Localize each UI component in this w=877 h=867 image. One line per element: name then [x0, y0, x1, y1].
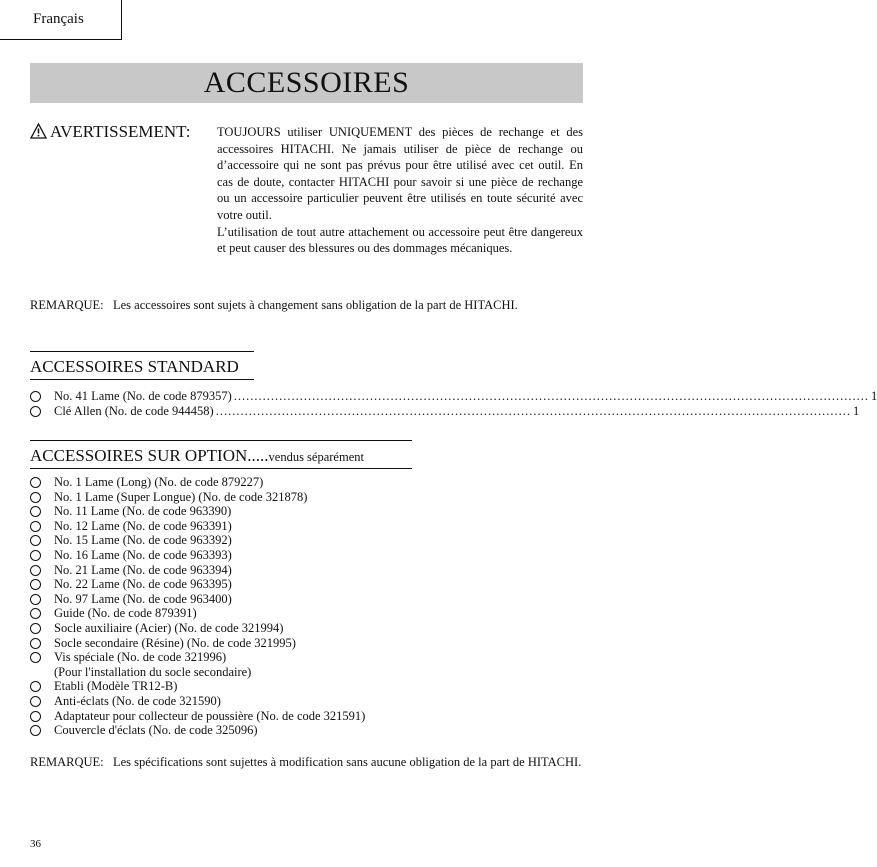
list-item: Anti-éclats (No. de code 321590) — [30, 694, 583, 709]
section-underline — [30, 468, 412, 469]
list-item: No. 41 Lame (No. de code 879357) .......................................................................................................................................................... 1 — [30, 389, 583, 404]
section-title-suffix: vendus séparément — [268, 450, 364, 464]
page-title: ACCESSOIRES — [30, 63, 583, 103]
note-text: Les spécifications sont sujettes à modification sans aucune obligation de la part de HITACHI. — [113, 755, 582, 769]
list-item: No. 15 Lame (No. de code 963392) — [30, 533, 583, 548]
note-accessories — [30, 297, 583, 314]
list-item: No. 97 Lame (No. de code 963400) — [30, 592, 583, 607]
list-item: No. 11 Lame (No. de code 963390) — [30, 504, 583, 519]
warning-label: AVERTISSEMENT: — [50, 122, 191, 141]
list-item: No. 12 Lame (No. de code 963391) — [30, 519, 583, 534]
section-title-standard: ACCESSOIRES STANDARD — [30, 357, 239, 376]
list-item: Guide (No. de code 879391) — [30, 606, 583, 621]
circle-bullet-icon — [30, 535, 41, 546]
list-item: Etabli (Modèle TR12-B) — [30, 679, 583, 694]
circle-bullet-icon — [30, 623, 41, 634]
list-item: No. 1 Lame (Long) (No. de code 879227) — [30, 475, 583, 490]
circle-bullet-icon — [30, 492, 41, 503]
list-item: No. 21 Lame (No. de code 963394) — [30, 563, 583, 578]
circle-bullet-icon — [30, 681, 41, 692]
circle-bullet-icon — [30, 550, 41, 561]
circle-bullet-icon — [30, 594, 41, 605]
section-rule — [30, 351, 254, 352]
language-tab — [0, 0, 122, 40]
list-item: No. 22 Lame (No. de code 963395) — [30, 577, 583, 592]
warning-paragraph-2: L’utilisation de tout autre attachement ou accessoire peut être dangereux et peut causer des blessures ou des dommages mécaniques. — [217, 224, 583, 256]
section-rule — [30, 440, 412, 441]
warning-triangle-icon — [30, 123, 47, 139]
circle-bullet-icon — [30, 391, 41, 402]
warning-text — [217, 124, 583, 257]
list-item: No. 16 Lame (No. de code 963393) — [30, 548, 583, 563]
list-item: Socle auxiliaire (Acier) (No. de code 321994) — [30, 621, 583, 636]
circle-bullet-icon — [30, 477, 41, 488]
note-text: Les accessoires sont sujets à changement sans obligation de la part de HITACHI. — [113, 298, 518, 312]
page-number: 36 — [30, 838, 41, 850]
circle-bullet-icon — [30, 506, 41, 517]
warning-paragraph-1: TOUJOURS utiliser UNIQUEMENT des pièces de rechange et des accessoires HITACHI. Ne jamais utiliser de pièce de rechange ou d’accessoire qui ne sont pas prévus pour être utilisé avec cet outil. En cas de doute, contacter HITACHI pour savoir si une pièce de rechange ou un accessoire particulier peuvent être utilisés en toute sécurité avec votre outil. — [217, 125, 583, 222]
circle-bullet-icon — [30, 579, 41, 590]
optional-accessories-list — [30, 475, 583, 738]
circle-bullet-icon — [30, 711, 41, 722]
list-item: Couvercle d'éclats (No. de code 325096) — [30, 723, 583, 738]
note-specifications — [30, 754, 583, 771]
standard-accessories-list — [30, 389, 877, 418]
leader-dots: .......................................................................................................................................................... — [215, 403, 851, 418]
section-underline — [30, 379, 254, 380]
list-item: Clé Allen (No. de code 944458) .......................................................................................................................................................... 1 — [30, 404, 583, 419]
circle-bullet-icon — [30, 608, 41, 619]
circle-bullet-icon — [30, 725, 41, 736]
list-item: Vis spéciale (No. de code 321996) — [30, 650, 583, 665]
section-title-optional: ACCESSOIRES SUR OPTION.....vendus séparément — [30, 446, 364, 465]
circle-bullet-icon — [30, 406, 41, 417]
leader-dots: .......................................................................................................................................................... — [233, 389, 869, 403]
list-item: Adaptateur pour collecteur de poussière (No. de code 321591) — [30, 709, 583, 724]
circle-bullet-icon — [30, 696, 41, 707]
list-item-note: (Pour l'installation du socle secondaire) — [54, 664, 252, 679]
note-label: REMARQUE: — [30, 755, 104, 769]
list-item: Socle secondaire (Résine) (No. de code 321995) — [30, 636, 583, 651]
circle-bullet-icon — [30, 521, 41, 532]
circle-bullet-icon — [30, 652, 41, 663]
language-label: Français — [33, 11, 84, 27]
circle-bullet-icon — [30, 638, 41, 649]
circle-bullet-icon — [30, 565, 41, 576]
note-label: REMARQUE: — [30, 298, 104, 312]
list-item: No. 1 Lame (Super Longue) (No. de code 321878) — [30, 490, 583, 505]
